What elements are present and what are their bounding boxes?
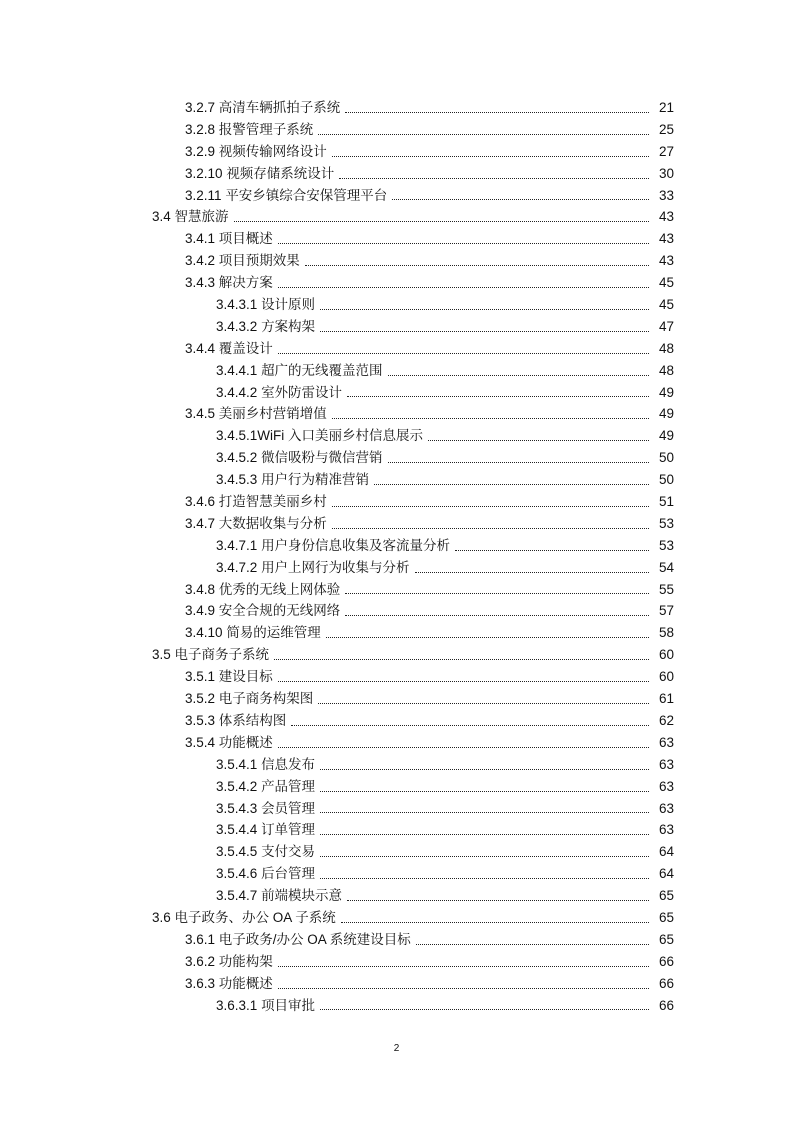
toc-entry-text: 功能概述 [218, 734, 273, 750]
toc-entry[interactable] [216, 382, 674, 404]
toc-entry[interactable] [185, 228, 674, 250]
toc-entry-number: 3.4.3 [185, 275, 216, 291]
toc-entry-title [185, 929, 413, 951]
toc-entry[interactable] [185, 119, 674, 141]
toc-entry-page: 65 [658, 909, 674, 925]
toc-entry-number: 3.6 [152, 909, 171, 925]
toc-entry-title [216, 360, 385, 382]
dot-leader [320, 790, 649, 792]
toc-entry-number: 3.4.8 [185, 581, 216, 597]
dot-leader [341, 921, 649, 923]
toc-entry-page: 53 [658, 515, 674, 531]
toc-entry-title [185, 688, 315, 710]
toc-entry-title [216, 425, 425, 447]
toc-entry-number: 3.4.10 [185, 625, 223, 641]
toc-entry-page: 65 [658, 888, 674, 904]
toc-entry-text: 智慧旅游 [174, 209, 229, 225]
toc-entry-page: 64 [658, 844, 674, 860]
toc-entry-page: 47 [658, 318, 674, 334]
toc-entry-page: 58 [658, 625, 674, 641]
toc-entry-number: 3.2.10 [185, 165, 223, 181]
toc-entry[interactable] [185, 710, 674, 732]
dot-leader [278, 352, 649, 354]
toc-entry-text: 优秀的无线上网体验 [218, 581, 341, 597]
toc-entry-page: 33 [658, 187, 674, 203]
toc-entry-number: 3.5.3 [185, 712, 216, 728]
toc-entry-number: 3.2.9 [185, 143, 216, 159]
dot-leader [332, 527, 649, 529]
toc-entry-text: 视频存储系统设计 [226, 165, 335, 181]
toc-entry[interactable] [185, 600, 674, 622]
toc-entry-page: 51 [658, 494, 674, 510]
toc-entry-text: 超广的无线覆盖范围 [261, 362, 383, 378]
toc-entry-number: 3.4.1 [185, 231, 216, 247]
toc-entry[interactable] [216, 557, 674, 579]
toc-entry-number: 3.2.11 [185, 187, 222, 203]
toc-entry-text: 项目审批 [261, 997, 316, 1013]
toc-entry-page: 25 [658, 121, 674, 137]
toc-entry-page: 63 [658, 778, 674, 794]
toc-entry-title [185, 403, 329, 425]
toc-entry-number: 3.5.4.2 [216, 778, 258, 794]
toc-entry[interactable] [216, 425, 674, 447]
toc-entry-number: 3.4.4.1 [216, 362, 258, 378]
toc-entry-title [216, 819, 317, 841]
toc-entry-title [185, 973, 275, 995]
toc-entry[interactable] [185, 403, 674, 425]
dot-leader [345, 111, 649, 113]
toc-entry-number: 3.5.1 [185, 669, 216, 685]
toc-entry-number: 3.4.3.1 [216, 297, 258, 313]
toc-entry-number: 3.4.7.1 [216, 537, 258, 553]
dot-leader [374, 483, 649, 485]
toc-entry[interactable] [152, 644, 674, 666]
dot-leader [291, 724, 649, 726]
toc-entry-text: 会员管理 [261, 800, 316, 816]
toc-entry-title [216, 535, 452, 557]
toc-entry-text: 平安乡镇综合安保管理平台 [225, 187, 388, 203]
toc-entry[interactable] [216, 535, 674, 557]
toc-entry-title [152, 206, 231, 228]
toc-entry-text: 产品管理 [261, 778, 316, 794]
toc-entry-page: 45 [658, 275, 674, 291]
toc-entry[interactable] [216, 316, 674, 338]
toc-entry-page: 43 [658, 209, 674, 225]
toc-entry-page: 63 [658, 800, 674, 816]
dot-leader [278, 680, 649, 682]
toc-entry-title [216, 557, 412, 579]
toc-entry-title [185, 119, 315, 141]
toc-entry-number: 3.2.8 [185, 121, 216, 137]
toc-entry-page: 50 [658, 450, 674, 466]
toc-entry[interactable] [152, 907, 674, 929]
dot-leader [320, 811, 649, 813]
toc-entry[interactable] [216, 863, 674, 885]
toc-entry-page: 63 [658, 756, 674, 772]
toc-entry-number: 3.4.5.3 [216, 472, 258, 488]
dot-leader [428, 439, 649, 441]
dot-leader [320, 330, 649, 332]
toc-entry[interactable] [185, 491, 674, 513]
toc-entry[interactable] [216, 995, 674, 1017]
toc-entry-title [185, 710, 288, 732]
toc-entry-text: 项目预期效果 [218, 253, 300, 269]
toc-entry[interactable] [185, 141, 674, 163]
toc-entry-text: 视频传输网络设计 [218, 143, 327, 159]
toc-entry-page: 43 [658, 253, 674, 269]
toc-entry-text: 功能构架 [218, 953, 273, 969]
toc-entry-number: 3.4.4.2 [216, 384, 258, 400]
toc-entry-text: 高清车辆抓拍子系统 [218, 100, 341, 115]
toc-entry-page: 66 [658, 953, 674, 969]
toc-entry-text: 打造智慧美丽乡村 [218, 494, 327, 510]
dot-leader [320, 1008, 649, 1010]
toc-entry[interactable] [185, 951, 674, 973]
dot-leader [345, 592, 649, 594]
dot-leader [339, 177, 649, 179]
toc-entry[interactable] [185, 929, 674, 951]
toc-entry-title [185, 600, 342, 622]
toc-entry[interactable] [152, 206, 674, 228]
dot-leader [318, 702, 649, 704]
toc-entry-text: 报警管理子系统 [218, 121, 314, 137]
toc-entry-page: 63 [658, 822, 674, 838]
toc-entry-number: 3.4.5.2 [216, 450, 258, 466]
dot-leader [305, 264, 649, 266]
toc-entry[interactable] [216, 360, 674, 382]
toc-entry-number: 3.4.6 [185, 494, 216, 510]
dot-leader [234, 220, 649, 222]
dot-leader [332, 505, 649, 507]
toc-entry-text: 项目概述 [218, 231, 273, 247]
toc-entry-page: 64 [658, 866, 674, 882]
toc-entry[interactable] [216, 885, 674, 907]
dot-leader [416, 943, 649, 945]
toc-entry-number: 3.6.1 [185, 931, 216, 947]
toc-entry-text: 建设目标 [218, 669, 273, 685]
toc-entry-title [216, 754, 317, 776]
toc-entry-title [185, 732, 275, 754]
toc-entry-title [185, 97, 342, 119]
toc-entry[interactable] [216, 754, 674, 776]
toc-entry[interactable] [185, 163, 674, 185]
toc-entry-page: 57 [658, 603, 674, 619]
toc-entry-number: 3.4 [152, 209, 171, 225]
toc-entry-number: 3.5.2 [185, 691, 216, 707]
dot-leader [388, 461, 649, 463]
toc-entry-number: 3.4.5 [185, 406, 216, 422]
toc-entry-number: 3.5.4.7 [216, 888, 258, 904]
toc-entry-text: 安全合规的无线网络 [218, 603, 341, 619]
page-number: 2 [393, 1043, 400, 1054]
dot-leader [278, 746, 649, 748]
toc-entry-number: 3.5.4.5 [216, 844, 258, 860]
toc-entry-title [185, 491, 329, 513]
toc-entry-text: 前端模块示意 [261, 888, 343, 904]
toc-entry-page: 49 [658, 428, 674, 444]
toc-entry[interactable] [216, 819, 674, 841]
dot-leader [347, 395, 649, 397]
toc-entry-text: 后台管理 [261, 866, 316, 882]
dot-leader [278, 987, 649, 989]
toc-entry-title [185, 951, 275, 973]
toc-entry[interactable] [185, 513, 674, 535]
toc-entry[interactable] [185, 272, 674, 294]
toc-entry-page: 30 [658, 165, 674, 181]
toc-entry-text: 电子政务/办公 OA 系统建设目标 [218, 931, 411, 947]
toc-entry-text: 电子政务、办公 OA 子系统 [174, 909, 336, 925]
toc-entry-page: 49 [658, 384, 674, 400]
toc-entry-text: 信息发布 [261, 756, 316, 772]
dot-leader [332, 417, 649, 419]
toc-entry-page: 61 [658, 691, 674, 707]
toc-entry-title [185, 185, 389, 207]
toc-entry-page: 49 [658, 406, 674, 422]
toc-entry-text: 入口美丽乡村信息展示 [288, 428, 424, 444]
toc-entry-number: 3.4.5.1WiFi [216, 428, 285, 444]
toc-entry-title [185, 579, 342, 601]
toc-entry[interactable] [185, 732, 674, 754]
toc-entry-page: 66 [658, 997, 674, 1013]
toc-entry-number: 3.4.4 [185, 340, 216, 356]
toc-entry-text: 电子商务子系统 [174, 647, 270, 663]
dot-leader [320, 308, 649, 310]
toc-entry-title [152, 907, 338, 929]
toc-entry-page: 60 [658, 669, 674, 685]
toc-entry-title [185, 338, 275, 360]
toc-entry-page: 62 [658, 712, 674, 728]
toc-entry-text: 美丽乡村营销增值 [218, 406, 327, 422]
toc-entry-page: 21 [658, 100, 674, 115]
dot-leader [455, 549, 649, 551]
toc-entry-page: 45 [658, 297, 674, 313]
toc-entry-page: 65 [658, 931, 674, 947]
toc-entry-text: 用户上网行为收集与分析 [261, 559, 410, 575]
dot-leader [388, 374, 649, 376]
toc-entry-number: 3.4.7 [185, 515, 216, 531]
toc-entry-page: 48 [658, 340, 674, 356]
toc-entry-title [216, 841, 317, 863]
toc-entry-number: 3.2.7 [185, 100, 216, 115]
dot-leader [320, 855, 649, 857]
toc-entry-text: 解决方案 [218, 275, 273, 291]
toc-entry[interactable] [185, 622, 674, 644]
dot-leader [278, 286, 649, 288]
toc-entry-text: 方案构架 [261, 318, 316, 334]
toc-entry-text: 电子商务构架图 [218, 691, 314, 707]
toc-entry-text: 支付交易 [261, 844, 316, 860]
toc-entry-page: 63 [658, 734, 674, 750]
dot-leader [278, 242, 649, 244]
toc-entry[interactable] [185, 338, 674, 360]
toc-entry-text: 功能概述 [218, 975, 273, 991]
toc-entry-title [185, 622, 323, 644]
toc-entry-title [152, 644, 271, 666]
dot-leader [326, 636, 649, 638]
toc-entry-title [185, 513, 329, 535]
toc-entry-text: 设计原则 [261, 297, 316, 313]
dot-leader [320, 877, 649, 879]
toc-entry[interactable] [216, 798, 674, 820]
dot-leader [347, 899, 649, 901]
toc-entry-title [216, 316, 317, 338]
toc-entry-text: 微信吸粉与微信营销 [261, 450, 383, 466]
toc-entry[interactable] [185, 688, 674, 710]
toc-entry[interactable] [185, 666, 674, 688]
toc-entry[interactable] [216, 776, 674, 798]
dot-leader [320, 768, 649, 770]
toc-entry-number: 3.5.4.1 [216, 756, 258, 772]
toc-entry-title [216, 382, 344, 404]
dot-leader [320, 833, 649, 835]
toc-entry-text: 简易的运维管理 [226, 625, 321, 641]
toc-entry-title [185, 272, 275, 294]
toc-entry[interactable] [185, 250, 674, 272]
toc-entry-title [216, 447, 385, 469]
toc-entry[interactable] [185, 185, 674, 207]
toc-entry-number: 3.4.3.2 [216, 318, 258, 334]
toc-entry-text: 体系结构图 [218, 712, 287, 728]
toc-entry-page: 66 [658, 975, 674, 991]
toc-entry-title [216, 995, 317, 1017]
toc-entry[interactable] [185, 579, 674, 601]
toc-entry-text: 订单管理 [261, 822, 316, 838]
toc-entry-number: 3.5 [152, 647, 171, 663]
toc-entry-title [216, 885, 344, 907]
toc-entry-title [185, 228, 275, 250]
toc-entry-number: 3.5.4 [185, 734, 216, 750]
toc-entry-title [185, 163, 336, 185]
toc-entry-title [216, 776, 317, 798]
dot-leader [274, 658, 649, 660]
table-of-contents [0, 97, 793, 1016]
toc-entry-title [216, 863, 317, 885]
toc-entry-page: 27 [658, 143, 674, 159]
dot-leader [345, 614, 649, 616]
toc-entry-page: 55 [658, 581, 674, 597]
toc-entry-title [216, 469, 371, 491]
toc-entry-number: 3.6.3 [185, 975, 216, 991]
toc-entry[interactable] [216, 469, 674, 491]
toc-entry-title [216, 294, 317, 316]
toc-entry-title [185, 250, 302, 272]
toc-entry-page: 50 [658, 472, 674, 488]
toc-entry[interactable] [216, 294, 674, 316]
toc-entry-title [216, 798, 317, 820]
toc-entry[interactable] [216, 841, 674, 863]
toc-entry-page: 43 [658, 231, 674, 247]
toc-entry-text: 室外防雷设计 [261, 384, 343, 400]
dot-leader [332, 155, 649, 157]
toc-entry-text: 覆盖设计 [218, 340, 273, 356]
toc-entry-title [185, 141, 329, 163]
toc-entry[interactable] [216, 447, 674, 469]
dot-leader [278, 965, 649, 967]
toc-entry-number: 3.5.4.6 [216, 866, 258, 882]
dot-leader [318, 133, 649, 135]
toc-entry-number: 3.4.2 [185, 253, 216, 269]
toc-entry-number: 3.4.9 [185, 603, 216, 619]
toc-entry-number: 3.5.4.3 [216, 800, 258, 816]
toc-entry-title [185, 666, 275, 688]
toc-entry-number: 3.4.7.2 [216, 559, 258, 575]
toc-entry-page: 54 [658, 559, 674, 575]
toc-entry-number: 3.6.3.1 [216, 997, 258, 1013]
toc-entry-text: 用户身份信息收集及客流量分析 [261, 537, 451, 553]
toc-entry-page: 53 [658, 537, 674, 553]
toc-entry-page: 60 [658, 647, 674, 663]
toc-entry-number: 3.5.4.4 [216, 822, 258, 838]
toc-entry[interactable] [185, 973, 674, 995]
toc-entry-number: 3.6.2 [185, 953, 216, 969]
dot-leader [415, 571, 649, 573]
toc-entry[interactable] [185, 97, 674, 119]
toc-entry-text: 用户行为精准营销 [261, 472, 370, 488]
toc-entry-page: 48 [658, 362, 674, 378]
toc-entry-text: 大数据收集与分析 [218, 515, 327, 531]
dot-leader [392, 198, 649, 200]
